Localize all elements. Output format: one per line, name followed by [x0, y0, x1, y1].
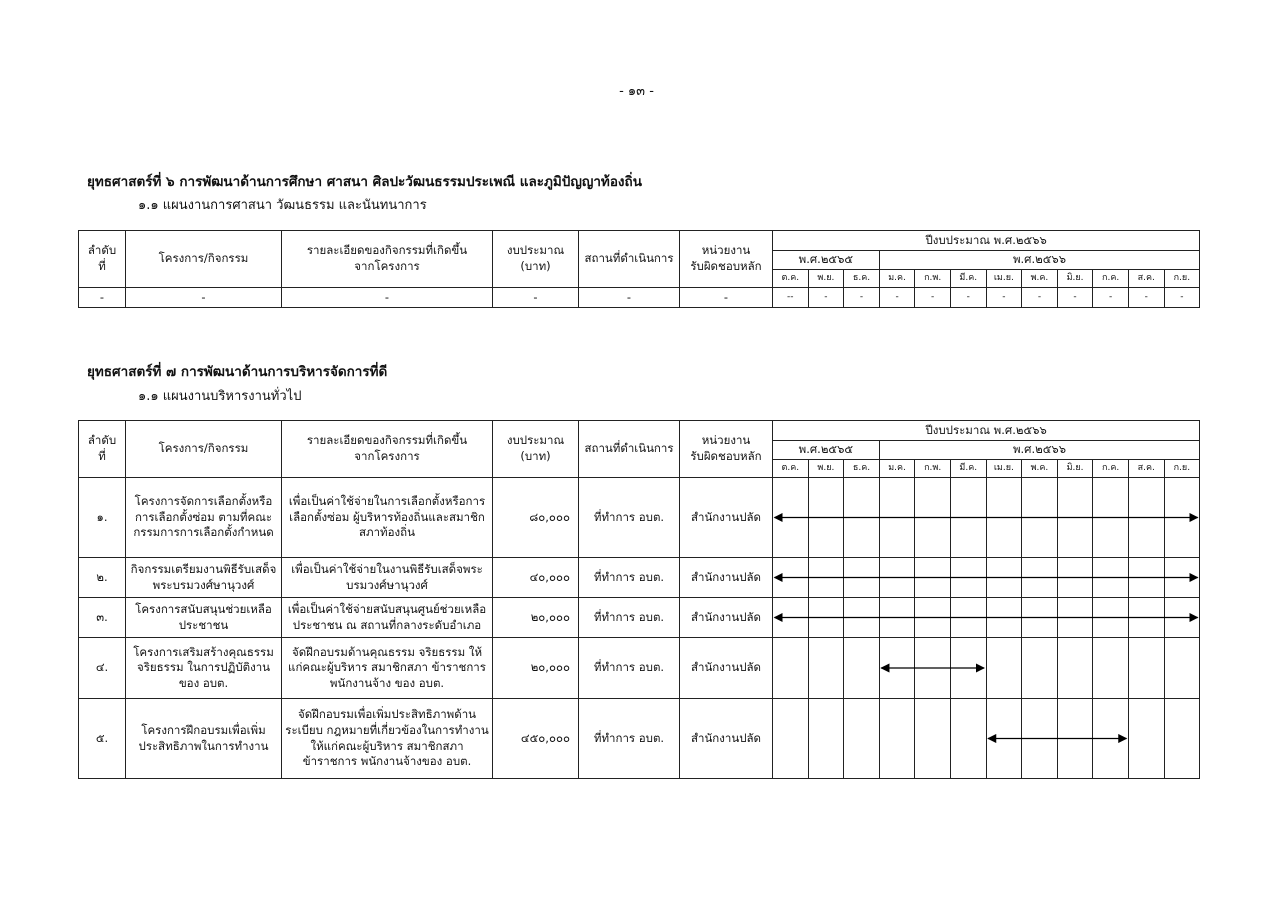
cell-agency: สำนักงานปลัด: [680, 598, 773, 638]
month-header: ต.ค.: [773, 270, 809, 288]
month-cell: [844, 478, 880, 558]
month-header: ม.ค.: [879, 460, 915, 478]
month-cell: [1128, 558, 1164, 598]
cell-budget: ๔๕๐,๐๐๐: [493, 699, 579, 779]
cell-no: -: [79, 288, 126, 308]
month-cell: [879, 638, 915, 699]
month-cell: -: [1093, 288, 1129, 308]
month-cell: [844, 699, 880, 779]
cell-agency: สำนักงานปลัด: [680, 638, 773, 699]
table-row: [79, 598, 1200, 638]
month-cell: [950, 699, 986, 779]
cell-no: ๔.: [79, 638, 126, 699]
plan-table-strategy-7: [78, 420, 1200, 779]
month-cell: [986, 478, 1022, 558]
cell-detail: จัดฝึกอบรมเพื่อเพิ่มประสิทธิภาพด้านระเบียบ กฎหมายที่เกี่ยวข้องในการทำงาน ให้แก่คณะผู้บริหาร สมาชิกสภา ข้าราชการ พนักงานจ้างของ อบต.: [282, 699, 493, 779]
month-cell: [879, 699, 915, 779]
month-cell: [808, 478, 844, 558]
page-number: - ๑๓ -: [619, 84, 654, 99]
cell-agency: สำนักงานปลัด: [680, 699, 773, 779]
month-cell: [915, 558, 951, 598]
month-header: ก.ย.: [1164, 270, 1200, 288]
cell-detail: เพื่อเป็นค่าใช้จ่ายในงานพิธีรับเสด็จพระบรมวงศ์ษานุวงศ์: [282, 558, 493, 598]
col-header-no: ลำดับ ที่: [79, 231, 126, 288]
month-cell: [915, 699, 951, 779]
month-cell: [879, 598, 915, 638]
col-header-detail: รายละเอียดของกิจกรรมที่เกิดขึ้น จากโครงการ: [282, 421, 493, 478]
col-header-year-2566: พ.ศ.๒๕๖๖: [879, 441, 1199, 460]
month-cell: [808, 638, 844, 699]
month-cell: --: [773, 288, 809, 308]
month-header: มี.ค.: [950, 270, 986, 288]
month-cell: [844, 598, 880, 638]
month-cell: [950, 598, 986, 638]
month-cell: [1093, 478, 1129, 558]
month-header: ก.ค.: [1093, 270, 1129, 288]
col-header-agency: หน่วยงาน รับผิดชอบหลัก: [680, 421, 773, 478]
cell-no: ๕.: [79, 699, 126, 779]
table-row: [79, 288, 1200, 308]
month-cell: [1022, 699, 1058, 779]
cell-project: โครงการสนับสนุนช่วยเหลือประชาชน: [126, 598, 282, 638]
month-cell: [1164, 478, 1200, 558]
month-cell: [808, 558, 844, 598]
month-cell: [1022, 598, 1058, 638]
month-header: มี.ค.: [950, 460, 986, 478]
month-cell: [1022, 478, 1058, 558]
month-cell: -: [1057, 288, 1093, 308]
month-cell: [1057, 638, 1093, 699]
table-row: [79, 638, 1200, 699]
month-cell: [773, 558, 809, 598]
month-cell: [1164, 598, 1200, 638]
month-cell: [915, 478, 951, 558]
month-header: ธ.ค.: [844, 270, 880, 288]
month-cell: [1057, 558, 1093, 598]
month-cell: [1128, 478, 1164, 558]
month-cell: [773, 638, 809, 699]
month-cell: [773, 598, 809, 638]
cell-project: -: [126, 288, 282, 308]
month-header: พ.ย.: [808, 270, 844, 288]
month-cell: -: [808, 288, 844, 308]
month-cell: [844, 638, 880, 699]
month-cell: [1057, 478, 1093, 558]
cell-project: โครงการเสริมสร้างคุณธรรม จริยธรรม ในการปฏิบัติงานของ อบต.: [126, 638, 282, 699]
month-header: ธ.ค.: [844, 460, 880, 478]
cell-project: โครงการฝึกอบรมเพื่อเพิ่มประสิทธิภาพในการทำงาน: [126, 699, 282, 779]
col-header-project: โครงการ/กิจกรรม: [126, 421, 282, 478]
month-cell: [1128, 598, 1164, 638]
month-cell: [1164, 638, 1200, 699]
col-header-year-2565: พ.ศ.๒๕๖๕: [773, 441, 880, 460]
col-header-location: สถานที่ดำเนินการ: [579, 421, 680, 478]
month-cell: [950, 558, 986, 598]
table-row: [79, 699, 1200, 779]
cell-budget: ๒๐,๐๐๐: [493, 638, 579, 699]
cell-detail: จัดฝึกอบรมด้านคุณธรรม จริยธรรม ให้แก่คณะผู้บริหาร สมาชิกสภา ข้าราชการ พนักงานจ้าง ของ อบต.: [282, 638, 493, 699]
month-cell: [1057, 598, 1093, 638]
month-cell: [986, 638, 1022, 699]
cell-budget: ๘๐,๐๐๐: [493, 478, 579, 558]
month-header: ส.ค.: [1128, 270, 1164, 288]
month-cell: [773, 699, 809, 779]
table-row: [79, 558, 1200, 598]
cell-location: ที่ทำการ อบต.: [579, 478, 680, 558]
month-cell: [879, 478, 915, 558]
month-header: ส.ค.: [1128, 460, 1164, 478]
month-cell: [1093, 699, 1129, 779]
month-cell: [986, 598, 1022, 638]
col-header-agency: หน่วยงาน รับผิดชอบหลัก: [680, 231, 773, 288]
col-header-year-2566: พ.ศ.๒๕๖๖: [879, 251, 1199, 270]
col-header-location: สถานที่ดำเนินการ: [579, 231, 680, 288]
month-cell: -: [950, 288, 986, 308]
strategy-6-title: ยุทธศาสตร์ที่ ๖ การพัฒนาด้านการศึกษา ศาสนา ศิลปะวัฒนธรรมประเพณี และภูมิปัญญาท้องถิ่น: [87, 174, 642, 190]
month-cell: [1164, 558, 1200, 598]
month-cell: [1093, 638, 1129, 699]
month-header: ก.พ.: [915, 460, 951, 478]
month-cell: [1057, 699, 1093, 779]
month-cell: -: [1128, 288, 1164, 308]
cell-location: ที่ทำการ อบต.: [579, 558, 680, 598]
month-header: พ.ค.: [1022, 270, 1058, 288]
month-header: พ.ย.: [808, 460, 844, 478]
cell-location: ที่ทำการ อบต.: [579, 638, 680, 699]
cell-detail: เพื่อเป็นค่าใช้จ่ายในการเลือกตั้งหรือการเลือกตั้งซ่อม ผู้บริหารท้องถิ่นและสมาชิกสภาท้องถิ่น: [282, 478, 493, 558]
cell-budget: ๒๐,๐๐๐: [493, 598, 579, 638]
col-header-detail: รายละเอียดของกิจกรรมที่เกิดขึ้น จากโครงการ: [282, 231, 493, 288]
cell-agency: สำนักงานปลัด: [680, 478, 773, 558]
month-cell: [950, 638, 986, 699]
month-cell: [986, 558, 1022, 598]
month-cell: [986, 699, 1022, 779]
month-cell: [808, 598, 844, 638]
month-header: มิ.ย.: [1057, 270, 1093, 288]
month-cell: [1128, 638, 1164, 699]
cell-budget: ๔๐,๐๐๐: [493, 558, 579, 598]
month-cell: -: [844, 288, 880, 308]
month-cell: [879, 558, 915, 598]
month-header: มิ.ย.: [1057, 460, 1093, 478]
month-cell: [808, 699, 844, 779]
col-header-budget: งบประมาณ (บาท): [493, 231, 579, 288]
cell-no: ๓.: [79, 598, 126, 638]
month-header: เม.ย.: [986, 270, 1022, 288]
month-cell: -: [879, 288, 915, 308]
month-header: ก.ย.: [1164, 460, 1200, 478]
col-header-fiscal-year: ปีงบประมาณ พ.ศ.๒๕๖๖: [773, 231, 1200, 251]
month-cell: [1022, 558, 1058, 598]
month-cell: -: [915, 288, 951, 308]
month-header: พ.ค.: [1022, 460, 1058, 478]
cell-location: ที่ทำการ อบต.: [579, 598, 680, 638]
month-header: ก.พ.: [915, 270, 951, 288]
month-cell: [915, 598, 951, 638]
month-cell: -: [1164, 288, 1200, 308]
cell-no: ๑.: [79, 478, 126, 558]
month-cell: -: [1022, 288, 1058, 308]
cell-location: -: [579, 288, 680, 308]
month-cell: [1093, 598, 1129, 638]
col-header-year-2565: พ.ศ.๒๕๖๕: [773, 251, 880, 270]
col-header-fiscal-year: ปีงบประมาณ พ.ศ.๒๕๖๖: [773, 421, 1200, 441]
cell-location: ที่ทำการ อบต.: [579, 699, 680, 779]
month-cell: [1093, 558, 1129, 598]
col-header-project: โครงการ/กิจกรรม: [126, 231, 282, 288]
cell-budget: -: [493, 288, 579, 308]
plan-2-title: ๑.๑ แผนงานบริหารงานทั่วไป: [138, 389, 302, 404]
month-cell: [844, 558, 880, 598]
month-cell: [950, 478, 986, 558]
col-header-no: ลำดับ ที่: [79, 421, 126, 478]
strategy-7-title: ยุทธศาสตร์ที่ ๗ การพัฒนาด้านการบริหารจัดการที่ดี: [87, 364, 388, 380]
plan-table-strategy-6: [78, 230, 1200, 308]
cell-project: กิจกรรมเตรียมงานพิธีรับเสด็จพระบรมวงศ์ษานุวงศ์: [126, 558, 282, 598]
cell-detail: เพื่อเป็นค่าใช้จ่ายสนับสนุนศูนย์ช่วยเหลือประชาชน ณ สถานที่กลางระดับอำเภอ: [282, 598, 493, 638]
plan-1-title: ๑.๑ แผนงานการศาสนา วัฒนธรรม และนันทนาการ: [138, 198, 427, 213]
month-cell: [1128, 699, 1164, 779]
cell-agency: สำนักงานปลัด: [680, 558, 773, 598]
col-header-budget: งบประมาณ (บาท): [493, 421, 579, 478]
cell-no: ๒.: [79, 558, 126, 598]
month-cell: [1022, 638, 1058, 699]
month-header: ต.ค.: [773, 460, 809, 478]
cell-project: โครงการจัดการเลือกตั้งหรือการเลือกตั้งซ่อม ตามที่คณะกรรมการการเลือกตั้งกำหนด: [126, 478, 282, 558]
table-row: [79, 478, 1200, 558]
month-header: เม.ย.: [986, 460, 1022, 478]
month-header: ม.ค.: [879, 270, 915, 288]
month-cell: [1164, 699, 1200, 779]
cell-agency: -: [680, 288, 773, 308]
month-cell: -: [986, 288, 1022, 308]
cell-detail: -: [282, 288, 493, 308]
month-cell: [773, 478, 809, 558]
month-header: ก.ค.: [1093, 460, 1129, 478]
month-cell: [915, 638, 951, 699]
